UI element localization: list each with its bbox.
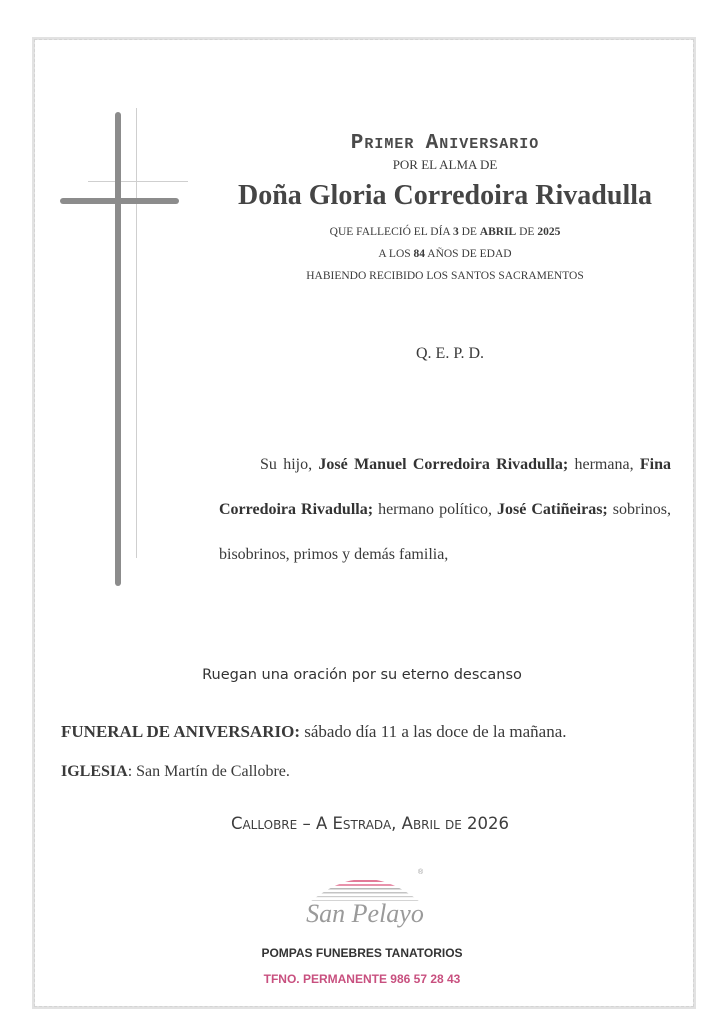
title-word-2: Aniversario [425, 132, 540, 155]
san-pelayo-logo [290, 860, 440, 940]
subtitle: POR EL ALMA DE [392, 157, 498, 172]
church-info [61, 763, 290, 781]
church-label: IGLESIA [61, 763, 128, 780]
family-text-1: Su hijo, [260, 456, 319, 473]
age-value: 84 [413, 248, 426, 260]
title-word-1: Primer [350, 132, 415, 155]
svg-text:®: ® [418, 869, 424, 876]
death-day: 3 [452, 226, 459, 238]
age-line [200, 248, 690, 260]
qepd: Q. E. P. D. [415, 345, 484, 362]
church-text: : San Martín de Callobre. [127, 763, 290, 780]
death-year: 2025 [537, 226, 561, 238]
sacraments-line: HABIENDO RECIBIDO LOS SANTOS SACRAMENTOS [306, 270, 584, 282]
svg-text:San Pelayo: San Pelayo [306, 899, 424, 928]
family-text-3: hermano político, [373, 501, 497, 518]
deceased-name: Doña Gloria Corredoira Rivadulla [237, 180, 653, 211]
cross-shadow-horizontal [88, 181, 188, 182]
family-paragraph [219, 442, 671, 577]
phone-number: TFNO. PERMANENTE 986 57 28 43 [263, 972, 461, 986]
services-label: POMPAS FUNEBRES TANATORIOS [261, 946, 463, 960]
notice-title [200, 132, 690, 155]
son-name: José Manuel Corredoira Rivadulla; [318, 456, 569, 473]
cross-vertical-bar [115, 112, 121, 586]
death-prefix: QUE FALLECIÓ EL DÍA [329, 226, 453, 238]
family-text-2: hermana, [568, 456, 640, 473]
place-date: Callobre – A Estrada, Abril de 2026 [230, 814, 510, 833]
death-date-line [200, 226, 690, 238]
funeral-text: sábado día 11 a las doce de la mañana. [299, 722, 567, 741]
age-suffix: AÑOS DE EDAD [425, 248, 512, 260]
cross-shadow-vertical [136, 108, 137, 558]
age-prefix: A LOS [378, 248, 414, 260]
prayer-request: Ruegan una oración por su eterno descanso [202, 667, 522, 683]
family-text-4: sobrinos, bisobrinos, primos y demás familia, [219, 501, 672, 563]
death-month: ABRIL [479, 226, 517, 238]
cross-horizontal-bar [60, 198, 179, 204]
sister-name: Fina Corredoira Rivadulla; [219, 456, 671, 518]
death-mid2: DE [516, 226, 538, 238]
funeral-info [61, 722, 567, 742]
funeral-label: FUNERAL DE ANIVERSARIO: [61, 722, 300, 741]
sunrise-logo-icon [290, 860, 440, 940]
brother-in-law-name: José Catiñeiras; [496, 501, 608, 518]
death-mid: DE [458, 226, 480, 238]
